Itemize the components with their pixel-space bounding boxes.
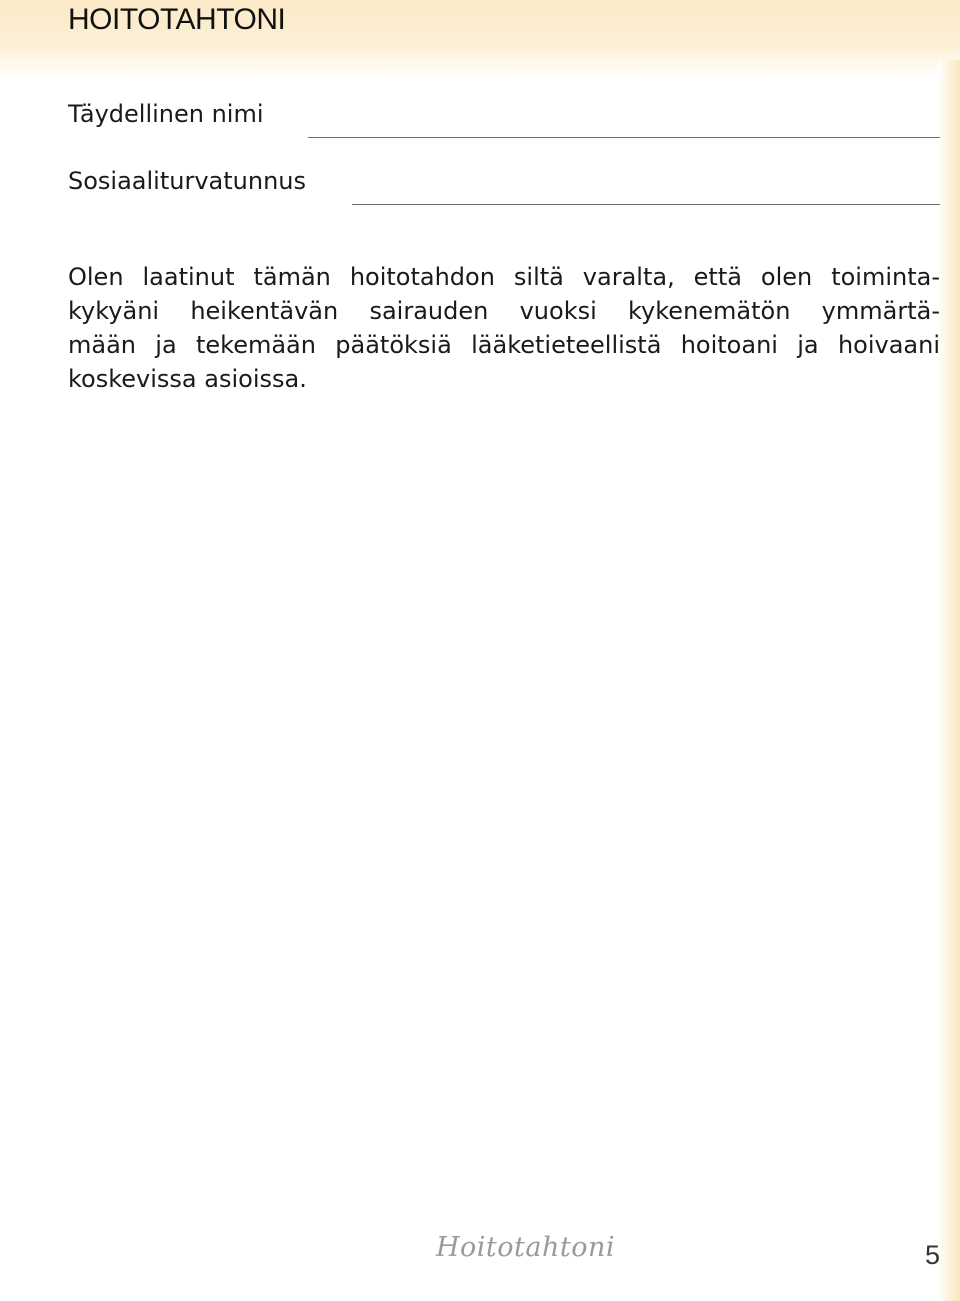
intro-paragraph [68,260,940,396]
full-name-label: Täydellinen nimi [68,100,264,128]
full-name-line[interactable] [308,137,940,138]
intro-line: mään ja tekemään päätöksiä lääketieteellistä hoitoani ja hoivaani [68,331,940,359]
side-band [938,60,960,1301]
intro-line: Olen laatinut tämän hoitotahdon siltä varalta, että olen toiminta- [68,263,940,291]
ssn-field [68,165,940,205]
intro-line: koskevissa asioissa. [68,365,307,393]
ssn-label: Sosiaaliturvatunnus [68,167,306,195]
intro-line: kykyäni heikentävän sairauden vuoksi kykenemätön ymmärtä- [68,297,940,325]
page-title: HOITOTAHTONI [68,3,286,36]
page-number: 5 [924,1240,940,1270]
full-name-field [68,98,940,138]
ssn-line[interactable] [352,204,940,205]
footer-logo: Hoitotahtoni [436,1232,616,1263]
